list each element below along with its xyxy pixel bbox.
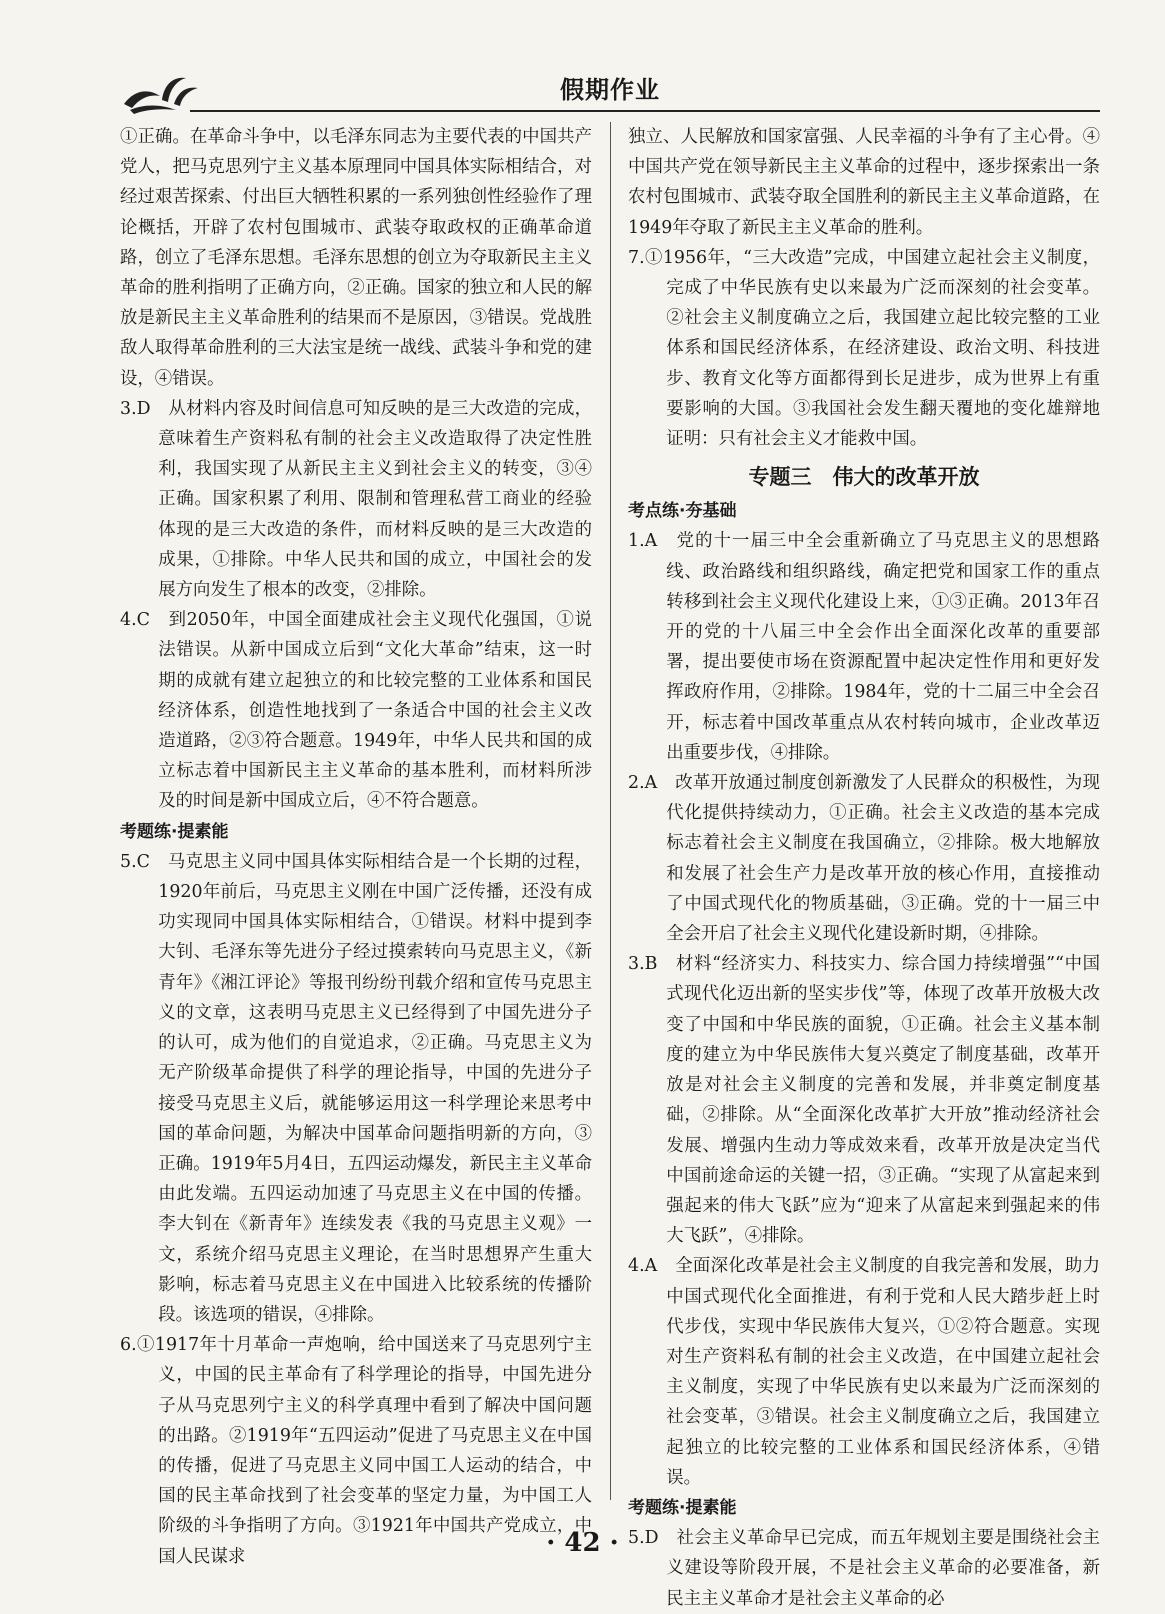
answer-item-2: 2.A 改革开放通过制度创新激发了人民群众的积极性，为现代化提供持续动力，①正确。社会主义改造的基本完成标志着社会主义制度在我国确立，②排除。极大地解放和发展了社会生产力是改革开放的核心作用，直接推动了中国式现代化的物质基础，③正确。党的十一届三中全会开启了社会主义现代化建设新时期，④排除。 bbox=[628, 773, 1100, 945]
answer-item-4: 4.C 到2050年，中国全面建成社会主义现代化强国，①说法错误。从新中国成立后到“文化大革命”结束，这一时期的成就有建立起独立的和比较完整的工业体系和国民经济体系，创造性地找到了一条适合中国的社会主义改造道路，②③符合题意。1949年，中华人民共和国的成立标志着中国新民主主义革命的基本胜利，而材料所涉及的时间是新中国成立后，④不符合题意。 bbox=[120, 610, 592, 812]
answer-item-7: 7.①1956年，“三大改造”完成，中国建立起社会主义制度，完成了中华民族有史以来最为广泛而深刻的社会变革。②社会主义制度确立之后，我国建立起比较完整的工业体系和国民经济体系，在经济建设、政治文明、科技进步、教育文化等方面都得到长足进步，成为世界上有重要影响的大国。③我国社会发生翻天覆地的变化雄辩地证明：只有社会主义才能救中国。 bbox=[628, 247, 1100, 450]
right-column bbox=[628, 122, 1100, 1609]
answer-item-3: 3.D 从材料内容及时间信息可知反映的是三大改造的完成，意味着生产资料私有制的社会主义改造取得了决定性胜利，我国实现了从新民主主义到社会主义的转变，③④正确。国家积累了利用、限制和管理私营工商业的经验体现的是三大改造的条件，而材料反映的是三大改造的成果，①排除。中华人民共和国的成立，中国社会的发展方向发生了根本的改变，②排除。 bbox=[120, 398, 592, 601]
topic-title: 专题三 伟大的改革开放 bbox=[748, 465, 980, 490]
section-label: 考点练·夯基础 bbox=[628, 501, 737, 522]
page-header bbox=[120, 62, 1100, 122]
page-number: · 42 · bbox=[546, 1528, 619, 1558]
header-rule bbox=[190, 110, 1100, 112]
column-divider bbox=[610, 122, 611, 1500]
answer-item-3: 3.B 材料“经济实力、科技实力、综合国力持续增强”“中国式现代化迈出新的坚实步伐”等，体现了改革开放极大改变了中国和中华民族的面貌，①正确。社会主义基本制度的建立为中华民族伟大复兴奠定了制度基础，改革开放是对社会主义制度的完善和发展，并非奠定制度基础，②排除。从“全面深化改革扩大开放”推动经济社会发展、增强内生动力等成效来看，改革开放是决定当代中国前途命运的关键一招，③正确。“实现了从富起来到强起来的伟大飞跃”应为“迎来了从富起来到强起来的伟大飞跃”，④排除。 bbox=[628, 954, 1100, 1247]
answer-paragraph: ①正确。在革命斗争中，以毛泽东同志为主要代表的中国共产党人，把马克思列宁主义基本原理同中国具体实际相结合，对经过艰苦探索、付出巨大牺牲积累的一系列独创性经验作了理论概括，开辟了农村包围城市、武装夺取政权的正确革命道路，创立了毛泽东思想。毛泽东思想的创立为夺取新民主主义革命的胜利指明了正确方向，②正确。国家的独立和人民的解放是新民主主义革命胜利的结果而不是原因，③错误。党战胜敌人取得革命胜利的三大法宝是统一战线、武装斗争和党的建设，④错误。 bbox=[120, 127, 592, 389]
answer-item-4: 4.A 全面深化改革是社会主义制度的自我完善和发展，助力中国式现代化全面推进，有利于党和人民大踏步赶上时代步伐，实现中华民族伟大复兴，①②符合题意。实现对生产资料私有制的社会主义改造，在中国建立起社会主义制度，实现了中华民族有史以来最为广泛而深刻的社会变革，③错误。社会主义制度确立之后，我国建立起独立的比较完整的工业体系和国民经济体系，④错误。 bbox=[628, 1256, 1100, 1488]
answer-item-5: 5.C 马克思主义同中国具体实际相结合是一个长期的过程，1920年前后，马克思主义刚在中国广泛传播，还没有成功实现同中国具体实际相结合，①错误。材料中提到李大钊、毛泽东等先进分子经过摸索转向马克思主义，《新青年》《湘江评论》等报刊纷纷刊载介绍和宣传马克思主义的文章，这表明马克思主义已经得到了中国先进分子的认可，成为他们的自觉追求，②正确。马克思主义为无产阶级革命提供了科学的理论指导，中国的先进分子接受马克思主义后，就能够运用这一科学理论来思考中国的革命问题，为解决中国革命问题指明新的方向，③正确。1919年5月4日，五四运动爆发，新民主主义革命由此发端。五四运动加速了马克思主义在中国的传播。李大钊在《新青年》连续发表《我的马克思主义观》一文，系统介绍马克思主义理论，在当时思想界产生重大影响，标志着马克思主义在中国进入比较系统的传播阶段。该选项的错误，④排除。 bbox=[120, 851, 592, 1325]
answer-item-5: 5.D 社会主义革命早已完成，而五年规划主要是围绕社会主义建设等阶段开展，不是社会主义革命的必要准备，新民主主义革命才是社会主义革命的必 bbox=[628, 1528, 1100, 1609]
answer-item-1: 1.A 党的十一届三中全会重新确立了马克思主义的思想路线、政治路线和组织路线，确定把党和国家工作的重点转移到社会主义现代化建设上来，①③正确。2013年召开的党的十八届三中全会作出全面深化改革的重要部署，提出要使市场在资源配置中起决定性作用和更好发挥政府作用，②排除。1984年，党的十二届三中全会召开，标志着中国改革重点从农村转向城市，企业改革迈出重要步伐，④排除。 bbox=[628, 531, 1100, 763]
answer-item-6: 6.①1917年十月革命一声炮响，给中国送来了马克思列宁主义，中国的民主革命有了科学理论的指导，中国先进分子从马克思列宁主义的科学真理中看到了解决中国问题的出路。②1919年“五四运动”促进了马克思主义在中国的传播，促进了马克思主义同中国工人运动的结合，中国的民主革命找到了社会变革的坚定力量，为中国工人阶级的斗争指明了方向。③1921年中国共产党成立，中国人民谋求 bbox=[120, 1335, 592, 1567]
page-title: 假期作业 bbox=[560, 76, 660, 104]
section-label: 考题练·提素能 bbox=[120, 821, 229, 842]
section-label: 考题练·提素能 bbox=[628, 1497, 737, 1518]
answer-paragraph: 独立、人民解放和国家富强、人民幸福的斗争有了主心骨。④中国共产党在领导新民主主义革命的过程中，逐步探索出一条农村包围城市、武装夺取全国胜利的新民主主义革命道路，在1949年夺取了新民主主义革命的胜利。 bbox=[628, 127, 1100, 238]
